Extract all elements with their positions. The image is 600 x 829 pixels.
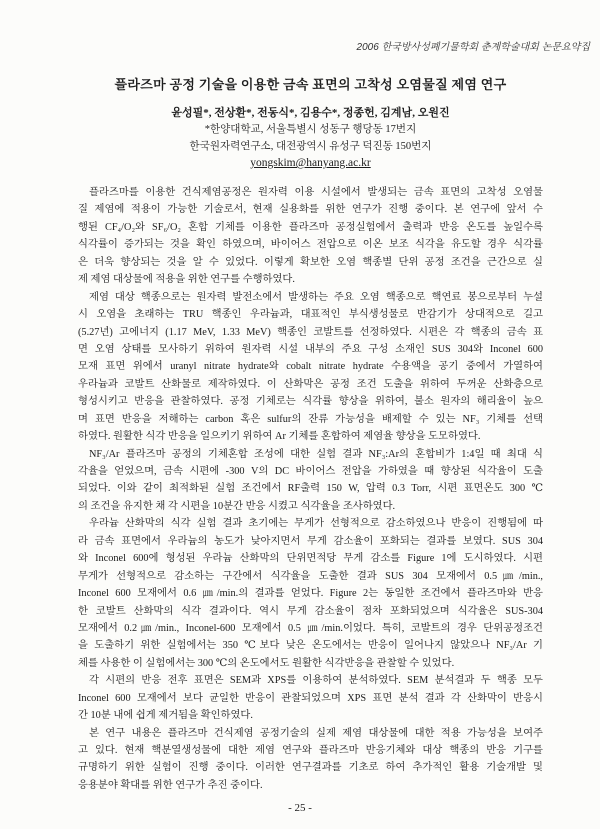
body-paragraph	[78, 446, 543, 516]
body-text	[78, 184, 543, 794]
body-paragraph	[78, 184, 543, 289]
body-line: 제 제염 대상물에 적용을 위한 연구를 수행하였다.	[78, 274, 295, 286]
body-line: NF₃/Ar 플라즈마 공정의 기체혼합 조성에 대한 실험 결과 NF₃:Ar의 혼합비가 1:4일 때 최대 식	[89, 448, 543, 460]
body-paragraph	[78, 725, 543, 795]
body-line: 모재에서 0.2㎛/min., Inconel-600 모재에서 0.5 ㎛/min.이었다. 특히, 코발트의 경우 단위공정조건	[78, 622, 543, 634]
body-line: 응용분야 확대를 위한 연구가 추진 중이다.	[78, 779, 263, 791]
body-line: 식각률이 증가되는 것을 확인 하였으며, 바이어스 전압으로 이온 보조 식각을 유도할 경우 식각률	[78, 239, 543, 251]
body-line: 의 조건을 유지한 채 각 시편을 10분간 반응 시켰고 식각율을 조사하였다.	[78, 500, 396, 512]
body-line: 체를 사용한 이 실험에서는 300 ℃의 온도에서도 원활한 식각반응을 관찰할 수 있었다.	[78, 657, 455, 669]
author-list: 윤성필*, 전상환*, 전동식*, 김용수*, 정종헌, 김계남, 오원진	[171, 107, 450, 119]
body-line: Inconel 600 모재에서 보다 균일한 반응이 관찰되었으며 XPS 표면 분석 결과 각 산화막이 반응시	[78, 692, 543, 704]
running-header: 2006 한국방사성폐기물학회 춘계학술대회 논문요약집	[356, 42, 590, 53]
body-line: 무게가 선형적으로 감소하는 구간에서 식각율을 도출한 결과 SUS 304 모재에서 0.5㎛/min.,	[78, 570, 543, 582]
affiliation-line: 한국원자력연구소, 대전광역시 유성구 덕진동 150번지	[189, 141, 432, 152]
page-number: - 25 -	[288, 802, 312, 814]
body-line: 되었다. 이와 같이 최적화된 실험 조건에서 RF출력 150 W, 압력 0.3 Torr, 시편 표면온도 300 ℃	[78, 483, 543, 495]
body-line: (5.27년) 고에너지 (1.17 MeV, 1.33 MeV) 핵종인 코발트를 선정하였다. 시편은 각 핵종의 금속 표	[78, 326, 543, 338]
body-line: 플라즈마를 이용한 건식제염공정은 원자력 이용 시설에서 발생되는 금속 표면의 고착성 오염물	[89, 187, 543, 198]
body-line: 라 금속 표면에서 우라늄의 농도가 낮아지면서 무게 감소율이 포화되는 결과를 보였다. SUS 304	[78, 535, 543, 547]
body-line: 면 오염 상태를 모사하기 위하여 원자력 시설 내부의 주요 구성 소재인 SUS 304와 Inconel 600	[78, 343, 543, 355]
body-line: 하였다. 원활한 식각 반응을 일으키기 위하여 Ar 기체를 혼합하여 제염율 향상을 도모하였다.	[78, 431, 481, 443]
body-line: 형성시키고 반응을 관찰하였다. 공정 기체로는 식각률 향상을 위하여, 불소 원자의 해리율이 높으	[78, 396, 543, 408]
body-line: Inconel 600 모재에서 0.6 ㎛/min.의 결과를 얻었다. Figure 2는 동일한 조건에서 플라즈마와 반응	[78, 588, 543, 600]
body-line: 은 더욱 향상되는 것을 알 수 있었다. 이렇게 확보한 오염 핵종별 단위 공정 조건을 근간으로 실	[78, 256, 543, 268]
body-line: 한 코발트 산화막의 식각 결과이다. 역시 무게 감소율이 점차 포화되었으며 식각율은 SUS-304	[78, 605, 543, 617]
body-line: 모재 표면 위에서 uranyl nitrate hydrate와 cobalt nitrate hydrate 수용액을 공기 중에서 가열하여	[78, 361, 543, 373]
body-line: 규명하기 위한 실험이 진행 중이다. 이러한 연구결과를 기초로 하여 추가적인 활용 기술개발 및	[78, 762, 543, 774]
body-line: 고 있다. 현재 핵분열생성물에 대한 제염 연구와 플라즈마 반응기체와 대상 핵종의 반응 기구를	[78, 745, 543, 756]
body-line: 시 오염을 초래하는 TRU 핵종인 우라늄과, 대표적인 부식생성물로 반감기가 상대적으로 길고	[78, 309, 543, 321]
paper-title: 플라즈마 공정 기술을 이용한 금속 표면의 고착성 오염물질 제염 연구	[114, 77, 507, 92]
body-line: 우라늄 산화막의 식각 실험 결과 초기에는 무게가 선형적으로 감소하였으나 반응이 진행됨에 따	[89, 518, 543, 530]
body-paragraph	[78, 515, 543, 672]
body-line: 질 제염에 적용이 가능한 기술로서, 현재 실용화를 위한 연구가 진행 중이다. 본 연구에 앞서 수	[78, 204, 543, 216]
author-email: yongskim@hanyang.ac.kr	[250, 157, 371, 169]
body-line: 며 표면 반응을 저해하는 carbon 혹은 sulfur의 잔류 가능성을 배제할 수 있는 NF₃ 기체를 선택	[78, 413, 543, 425]
body-line: 각율을 얻었으며, 금속 시편에 -300 V의 DC 바이어스 전압을 가하였을 때 향상된 식각율이 도출	[78, 466, 543, 477]
body-line: 우라늄과 코발트 산화물로 제작하였다. 이 산화막은 공정 조건 도출을 위하여 두꺼운 산화층으로	[78, 378, 543, 390]
affiliation-line: *한양대학교, 서울특별시 성동구 행당동 17번지	[204, 124, 417, 135]
body-paragraph	[78, 289, 543, 446]
author-email-line	[78, 155, 543, 171]
body-line: 간 10분 내에 쉽게 제거됨을 확인하였다.	[78, 710, 253, 722]
body-line: 각 시편의 반응 전후 표면은 SEM과 XPS를 이용하여 분석하였다. SEM 분석결과 두 핵종 모두	[89, 675, 543, 687]
body-line: 본 연구 내용은 플라즈마 건식제염 공정기술의 실제 제염 대상물에 대한 적용 가능성을 보여주	[89, 727, 543, 739]
body-line: 제염 대상 핵종으로는 원자력 발전소에서 발생하는 주요 오염 핵종으로 핵연료 봉으로부터 누설	[89, 291, 543, 303]
body-paragraph	[78, 672, 543, 724]
body-line: 을 도출하기 위한 실험에서는 350 ℃보다 낮은 온도에서는 반응이 일어나지 않았으나 NF₃/Ar 기	[78, 640, 543, 652]
body-line: 와 Inconel 600에 형성된 우라늄 산화막의 단위면적당 무게 감소를 Figure 1에 도시하였다. 시편	[78, 553, 543, 565]
body-line: 행된 CF₄/O₂와 SF₆/O₂ 혼합 기체를 이용한 플라즈마 공정실험에서 출력과 반응 온도를 높일수록	[78, 221, 543, 233]
